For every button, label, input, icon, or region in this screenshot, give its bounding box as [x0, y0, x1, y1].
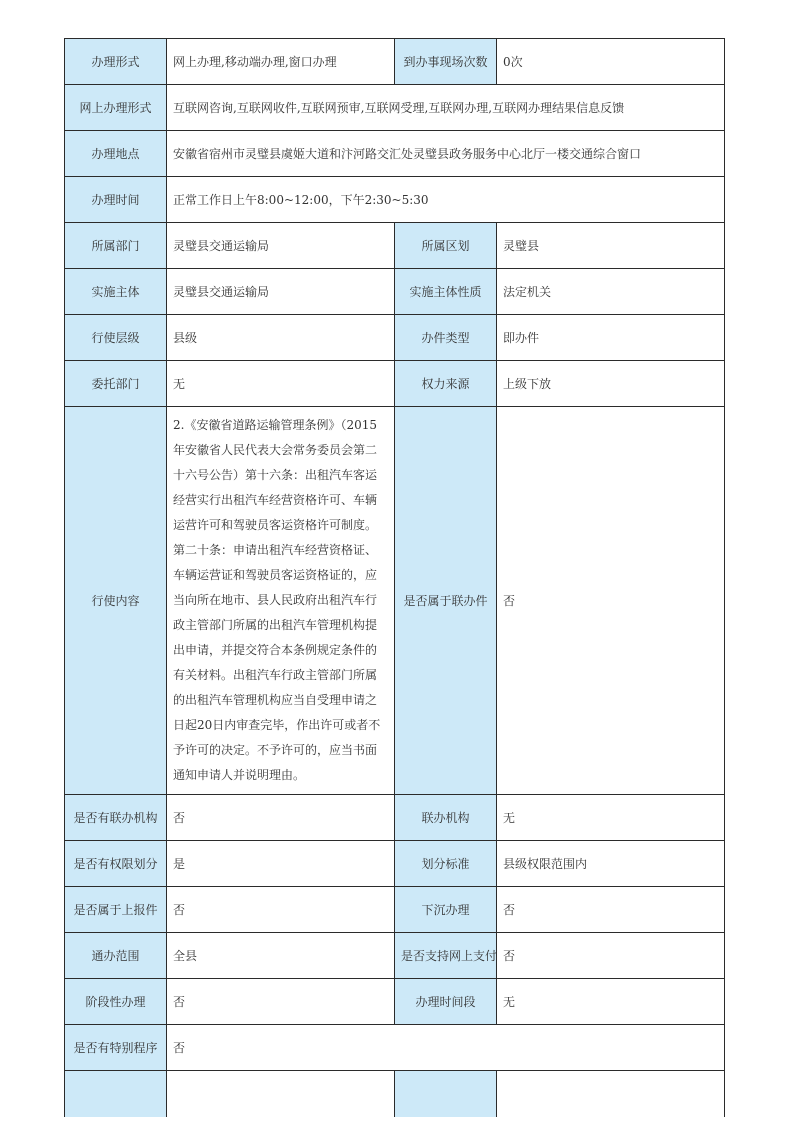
row-authority-division [65, 841, 725, 887]
row-department [65, 223, 725, 269]
label-continued-right [395, 1071, 497, 1117]
value-online-form: 互联网咨询,互联网收件,互联网预审,互联网受理,互联网办理,互联网办理结果信息反馈 [167, 85, 725, 131]
label-phased-handling: 阶段性办理 [65, 979, 167, 1025]
label-division-standard: 划分标准 [395, 841, 497, 887]
row-online-form [65, 85, 725, 131]
value-reported-case: 否 [167, 887, 395, 933]
row-continued [65, 1071, 725, 1117]
value-power-source: 上级下放 [497, 361, 725, 407]
label-joint-org: 联办机构 [395, 795, 497, 841]
label-authority-division: 是否有权限划分 [65, 841, 167, 887]
value-handling-form: 网上办理,移动端办理,窗口办理 [167, 39, 395, 85]
row-hours [65, 177, 725, 223]
value-joint-org: 无 [497, 795, 725, 841]
label-location: 办理地点 [65, 131, 167, 177]
value-hours: 正常工作日上午8:00~12:00，下午2:30~5:30 [167, 177, 725, 223]
value-implementer: 灵璧县交通运输局 [167, 269, 395, 315]
label-implementer-nature: 实施主体性质 [395, 269, 497, 315]
value-exercise-content [167, 407, 395, 795]
value-delegated-handling: 否 [497, 887, 725, 933]
exercise-content-text: 2.《安徽省道路运输管理条例》（2015年安徽省人民代表大会常务委员会第二十六号公告）第十六条：出租汽车客运经营实行出租汽车经营资格许可、车辆运营许可和驾驶员客运资格许可制度。 第二十条：申请出租汽车经营资格证、车辆运营证和驾驶员客运资格证的，应当向所在地市、县人民政府出租汽车行政主管部门所属的出租汽车管理机构提出申请，并提交符合本条例规定条件的有关材料。出租汽车行政主管部门所属的出租汽车管理机构应当自受理申请之日起20日内审查完毕，作出许可或者不予许可的决定。不予许可的，应当书面通知申请人并说明理由。 [173, 418, 381, 782]
value-case-type: 即办件 [497, 315, 725, 361]
value-general-scope: 全县 [167, 933, 395, 979]
label-exercise-content: 行使内容 [65, 407, 167, 795]
value-joint-case: 否 [497, 407, 725, 795]
label-continued-left [65, 1071, 167, 1117]
label-time-slot: 办理时间段 [395, 979, 497, 1025]
row-special-procedure [65, 1025, 725, 1071]
label-hours: 办理时间 [65, 177, 167, 223]
label-onsite-visits: 到办事现场次数 [395, 39, 497, 85]
value-continued-right [497, 1071, 725, 1117]
value-online-payment: 否 [497, 933, 725, 979]
label-has-joint-org: 是否有联办机构 [65, 795, 167, 841]
label-general-scope: 通办范围 [65, 933, 167, 979]
value-time-slot: 无 [497, 979, 725, 1025]
value-division-standard: 县级权限范围内 [497, 841, 725, 887]
label-handling-form: 办理形式 [65, 39, 167, 85]
row-location [65, 131, 725, 177]
label-power-source: 权力来源 [395, 361, 497, 407]
value-special-procedure: 否 [167, 1025, 725, 1071]
value-entrusted-dept: 无 [167, 361, 395, 407]
label-department: 所属部门 [65, 223, 167, 269]
value-department: 灵璧县交通运输局 [167, 223, 395, 269]
row-joint-org [65, 795, 725, 841]
row-level [65, 315, 725, 361]
value-level: 县级 [167, 315, 395, 361]
label-region: 所属区划 [395, 223, 497, 269]
row-scope [65, 933, 725, 979]
value-has-joint-org: 否 [167, 795, 395, 841]
row-reported-case [65, 887, 725, 933]
label-implementer: 实施主体 [65, 269, 167, 315]
value-location: 安徽省宿州市灵璧县虞姬大道和汴河路交汇处灵璧县政务服务中心北厅一楼交通综合窗口 [167, 131, 725, 177]
value-phased-handling: 否 [167, 979, 395, 1025]
value-region: 灵璧县 [497, 223, 725, 269]
label-delegated-handling: 下沉办理 [395, 887, 497, 933]
label-joint-case: 是否属于联办件 [395, 407, 497, 795]
row-exercise-content [65, 407, 725, 795]
row-entrusted [65, 361, 725, 407]
label-special-procedure: 是否有特别程序 [65, 1025, 167, 1071]
label-online-payment: 是否支持网上支付 [395, 933, 497, 979]
label-case-type: 办件类型 [395, 315, 497, 361]
row-phased [65, 979, 725, 1025]
value-authority-division: 是 [167, 841, 395, 887]
label-online-form: 网上办理形式 [65, 85, 167, 131]
label-reported-case: 是否属于上报件 [65, 887, 167, 933]
label-level: 行使层级 [65, 315, 167, 361]
label-entrusted-dept: 委托部门 [65, 361, 167, 407]
row-implementer [65, 269, 725, 315]
row-handling-form [65, 39, 725, 85]
value-implementer-nature: 法定机关 [497, 269, 725, 315]
value-continued-left [167, 1071, 395, 1117]
value-onsite-visits: 0次 [497, 39, 725, 85]
service-info-table [64, 38, 725, 1117]
